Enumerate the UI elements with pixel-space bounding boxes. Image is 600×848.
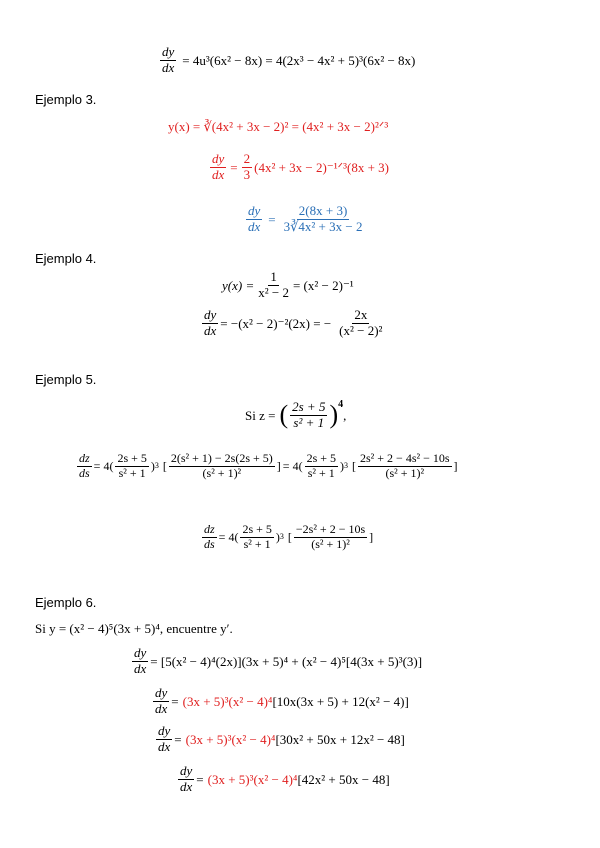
factored-term: (3x + 5)³(x² − 4)⁴	[207, 771, 298, 787]
heading-ejemplo-3: Ejemplo 3.	[35, 92, 97, 107]
factored-term: (3x + 5)³(x² − 4)⁴	[185, 731, 276, 747]
heading-ejemplo-4: Ejemplo 4.	[35, 251, 97, 266]
ej3-derivative: $\frac{dy}{dx}$ = $\frac{2}{3}$ (4x² + 3x − 2)⁻¹ᐟ³(8x + 3)	[212, 151, 389, 182]
result-fraction: $\frac{2x}{\text{(x² − 2)²}}$	[339, 307, 383, 338]
quotient-fraction: $\frac{\text{2(s² + 1) − 2s(2s + 5)}}{\text{(s² + 1)²}}$	[170, 451, 273, 480]
ej5-derivative-expanded: $\frac{dz}{ds}$ = 4 ( $\frac{2s + 5}{\text{s² + 1}}$ ) 3 [ $\frac{\text{2(s² + 1) − 2s(2s + 5)}}{\text{(s² + 1)²}}$ ] = 4 ( $\frac{2s + 5}{\text{s² + 1}}$ ) 3 [ $\frac{\text{2s² + 2 − 4s² − 10s}}{\text{(s² + 1)²}}$ ]	[79, 451, 458, 480]
function-fraction: $\frac{1}{\text{x² − 2}}$	[258, 269, 289, 300]
dy-dx-fraction: $\frac{dy}{dx}$	[204, 307, 217, 338]
ej4-function: y(x) = $\frac{1}{\text{x² − 2}}$ = (x² − 2)⁻¹	[222, 269, 354, 300]
dy-dx-fraction: $\frac{dy}{dx}$	[158, 723, 171, 754]
dz-ds-fraction: $\frac{dz}{ds}$	[204, 522, 215, 551]
heading-ejemplo-6: Ejemplo 6.	[35, 595, 97, 610]
base-fraction: $\frac{2s + 5}{\text{s² + 1}}$	[117, 451, 147, 480]
quotient-fraction: $\frac{\text{2s² + 2 − 4s² − 10s}}{\text{(s² + 1)²}}$	[360, 451, 450, 480]
base-fraction: $\frac{2s + 5}{\text{s² + 1}}$	[242, 522, 272, 551]
dy-dx-fraction: $\frac{dy}{dx}$	[134, 645, 147, 676]
dz-ds-fraction: $\frac{dz}{ds}$	[79, 451, 90, 480]
ej4-derivative: $\frac{dy}{dx}$ = −(x² − 2)⁻²(2x) = − $\frac{2x}{\text{(x² − 2)²}}$	[204, 307, 383, 338]
dy-dx-fraction: $\frac{dy}{dx}$	[162, 44, 175, 75]
ej6-derivative-3: $\frac{dy}{dx}$ = (3x + 5)³(x² − 4)⁴ [30x² + 50x + 12x² − 48]	[158, 723, 405, 754]
function-fraction: $\frac{2s + 5}{\text{s² + 1}}$	[292, 399, 326, 430]
dy-dx-fraction: $\frac{dy}{dx}$	[155, 685, 168, 716]
ej3-function: y(x) = ∛(4x² + 3x − 2)² = (4x² + 3x − 2)²ᐟ³	[168, 119, 389, 134]
ej6-derivative-1: $\frac{dy}{dx}$ = [5(x² − 4)⁴(2x)](3x + 5)⁴ + (x² − 4)⁵[4(3x + 5)³(3)]	[134, 645, 423, 676]
derivative-rhs: = 4u³(6x² − 8x) = 4(2x³ − 4x² + 5)³(6x² − 8x)	[182, 52, 416, 68]
base-fraction: $\frac{2s + 5}{\text{s² + 1}}$	[306, 451, 337, 480]
ej6-derivative-4: $\frac{dy}{dx}$ = (3x + 5)³(x² − 4)⁴ [42x² + 50x − 48]	[180, 763, 390, 794]
dy-dx-fraction: $\frac{dy}{dx}$	[180, 763, 193, 794]
ej6-problem: Si y = (x² − 4)⁵(3x + 5)⁴, encuentre y′.	[35, 621, 233, 636]
ej3-derivative-simplified: $\frac{dy}{dx}$ = $\frac{2(8x + 3)}{\text{3∛4x² + 3x − 2}}$	[248, 203, 363, 234]
result-fraction: $\frac{2(8x + 3)}{\text{3∛4x² + 3x − 2}}$	[283, 203, 363, 234]
ej6-derivative-2: $\frac{dy}{dx}$ = (3x + 5)³(x² − 4)⁴ [10x(3x + 5) + 12(x² − 4)]	[155, 685, 409, 716]
ej5-function: Si z = ( $\frac{2s + 5}{\text{s² + 1}}$ ) 4 ,	[245, 399, 347, 430]
factored-term: (3x + 5)³(x² − 4)⁴	[182, 693, 273, 709]
dy-dx-fraction: $\frac{dy}{dx}$	[212, 151, 225, 182]
heading-ejemplo-5: Ejemplo 5.	[35, 372, 97, 387]
coefficient-fraction: $\frac{2}{3}$	[243, 151, 251, 182]
ej5-derivative-simplified: $\frac{dz}{ds}$ = 4 ( $\frac{2s + 5}{\text{s² + 1}}$ ) 3 [ $\frac{\text{−2s² + 2 − 10s}}{\text{(s² + 1)²}}$ ]	[204, 522, 374, 551]
dy-dx-fraction: $\frac{dy}{dx}$	[248, 203, 261, 234]
derivative-line-top	[158, 45, 415, 76]
quotient-fraction: $\frac{\text{−2s² + 2 − 10s}}{\text{(s² + 1)²}}$	[295, 522, 366, 551]
